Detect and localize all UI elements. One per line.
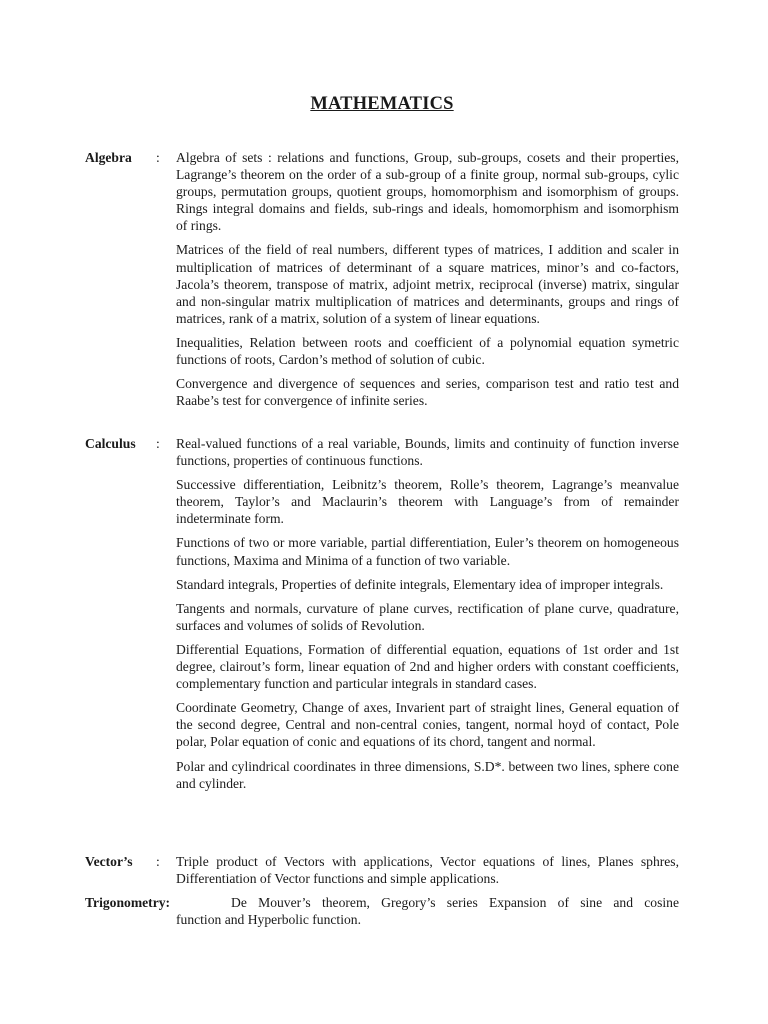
section-label: Vector’s xyxy=(85,854,133,869)
paragraph: Differential Equations, Formation of differential equation, equations of 1st order and 1st degree, clairout’s form, linear equation of 2nd and higher orders with constant coefficients, complementary function and particular integrals in standard cases. xyxy=(176,641,679,692)
section-calculus xyxy=(85,435,679,792)
section-algebra xyxy=(85,149,679,409)
section-colon: : xyxy=(156,150,160,165)
paragraph: Inequalities, Relation between roots and coefficient of a polynomial equation symetric functions of roots, Cardon’s method of solution of cubic. xyxy=(176,334,679,368)
section-body xyxy=(176,149,679,409)
section-label: Calculus xyxy=(85,436,136,451)
paragraph: Triple product of Vectors with applications, Vector equations of lines, Planes sphres, Differentiation of Vector functions and simple applications. xyxy=(176,854,679,887)
paragraph: Convergence and divergence of sequences and series, comparison test and ratio test and Raabe’s test for convergence of infinite series. xyxy=(176,376,679,409)
paragraph: Functions of two or more variable, partial differentiation, Euler’s theorem on homogeneous functions, Maxima and Minima of a function of two variable. xyxy=(176,535,679,568)
paragraph: Polar and cylindrical coordinates in three dimensions, S.D*. between two lines, sphere cone and cylinder. xyxy=(176,758,679,791)
paragraph: Standard integrals, Properties of definite integrals, Elementary idea of improper integrals. xyxy=(176,576,664,592)
paragraph: Algebra of sets : relations and functions, Group, sub-groups, cosets and their properties, Lagrange’s theorem on the order of a sub-group of a finite group, normal sub-groups, cylic groups, permutation groups, quotient groups, homomorphism and isomorphism of groups. Rings integral domains and fields, sub-rings and ideals, homomorphism and isomorphism of rings. xyxy=(176,150,679,234)
paragraph: Tangents and normals, curvature of plane curves, rectification of plane curve, quadrature, surfaces and volumes of solids of Revolution. xyxy=(176,600,679,633)
paragraph: Matrices of the field of real numbers, different types of matrices, I addition and scaler in multiplication of matrices of determinant of a square matrices, minor’s and co-factors, Jacola’s theorem, transpose of matrix, adjoint metrix, reciprocal (inverse) matrix, singular and non-singular matrix multiplication of matrices and determinants, groups and rings of matrices, rank of a matrix, solution of a system of linear equations. xyxy=(176,242,679,326)
section-colon: : xyxy=(156,436,160,451)
section-label: Algebra xyxy=(85,150,132,165)
section-vectors xyxy=(85,853,679,887)
section-trigonometry xyxy=(85,894,679,934)
page-title: MATHEMATICS xyxy=(310,94,454,114)
section-colon: : xyxy=(156,854,160,869)
trigonometry-continuation: function and Hyperbolic function. xyxy=(176,912,361,928)
section-body xyxy=(176,435,679,792)
section-body xyxy=(176,853,679,887)
trigonometry-first-line: De Mouver’s theorem, Gregory’s series Expansion of sine and cosine xyxy=(231,895,679,910)
paragraph: Successive differentiation, Leibnitz’s theorem, Rolle’s theorem, Lagrange’s meanvalue theorem, Taylor’s and Maclaurin’s theorem with Language’s from of remainder indeterminate form. xyxy=(176,477,679,527)
paragraph: Real-valued functions of a real variable, Bounds, limits and continuity of function inverse functions, properties of continuous functions. xyxy=(176,436,679,469)
section-label: Trigonometry: xyxy=(85,895,171,910)
paragraph: Coordinate Geometry, Change of axes, Invarient part of straight lines, General equation of the second degree, Central and non-central conies, tangent, normal hoyd of contact, Pole polar, Polar equation of conic and equations of its chord, tangent and normal. xyxy=(176,700,679,750)
